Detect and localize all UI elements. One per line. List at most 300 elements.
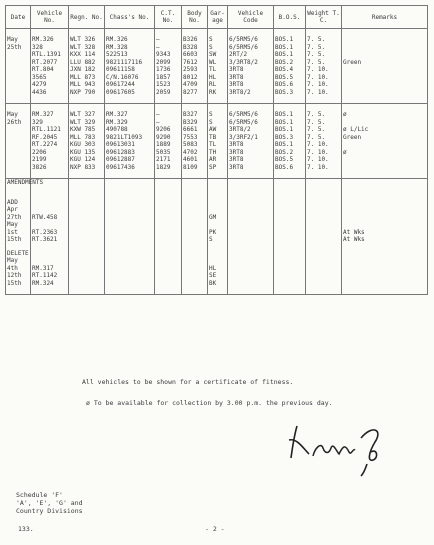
gap-line [343,199,426,207]
amend-weight [307,229,340,237]
cell-bos: BOS.1 [275,43,294,51]
cell-remarks [343,51,426,59]
cell-body: B328 [183,43,198,51]
gap-line [7,187,29,199]
gap-line [229,179,272,187]
cell-chassis: RM.329 [106,118,128,126]
amend-ct [156,265,180,273]
cell-vehicle: RM.327 [32,111,54,118]
cell-regn: MLL 873 [70,73,96,81]
delete-label: DELETE [7,249,29,257]
cell-bos: BOS.1 [275,141,294,148]
cell-bos: BOS.1 [275,36,294,43]
cell-ct: — [156,36,160,43]
gap-line [275,187,304,199]
amend-chassis [106,280,153,288]
gap-line [229,250,272,258]
amend-chassis [106,265,153,273]
cell-regn: JXN 182 [70,66,96,73]
column-body-cell [182,104,208,179]
cell-regn: WLT 326 [70,36,96,43]
vehicle-schedule-table [5,5,428,295]
amend-garage [209,257,226,265]
gap-line [183,187,206,199]
cell-chassis: 09617605 [106,88,135,96]
column-code-cell [228,104,274,179]
cell-bos: BOS.1 [275,126,294,133]
cell-garage: S [209,43,213,51]
date-line: May [7,111,18,118]
gap-line [209,104,226,111]
amend-vehicle [32,257,67,265]
gap-line [307,96,340,103]
amend-ct [156,236,180,244]
gap-line [343,179,426,187]
cell-chassis: 09612887 [106,156,135,163]
cell-code: 3RT8 [229,81,244,88]
amend-bos [275,272,304,280]
cell-chassis: C/N.16076 [106,73,139,81]
gap-line [307,250,340,258]
cell-chassis: 490788 [106,126,128,133]
cell-body: 4702 [183,148,198,156]
amend-body [183,280,206,288]
amend-ct [156,280,180,288]
cell-chassis: RM.326 [106,36,128,43]
cell-regn: KGU 135 [70,148,96,156]
gap-line [183,171,206,178]
amend-bos [275,214,304,222]
amend-regn [70,236,103,244]
cell-code: 3/3RF2/1 [229,133,258,141]
column-remarks-cell [342,29,428,104]
gap-line [183,179,206,187]
gap-line [32,171,67,178]
schedule-line-1: Schedule 'F' [16,491,63,499]
amendments-row [6,179,428,295]
cell-chassis: 9821117116 [106,58,143,66]
amend-remarks [343,257,426,265]
cell-bos: BOS.1 [275,118,294,126]
cell-weight: 7. 10. [307,66,329,73]
amend-bos [275,265,304,273]
column-header: Date [6,6,31,29]
cell-chassis: 09611158 [106,66,135,73]
gap-line [70,104,103,111]
gap-line [32,104,67,111]
column-header: Gar-age [208,6,228,29]
reference-number: 133. [18,525,34,533]
amend-code [229,221,272,229]
column-weight-cell [306,29,342,104]
amend-remarks [343,221,426,229]
amend-column-bos-cell [274,179,306,295]
amend-weight [307,280,340,288]
gap-line [343,96,426,103]
gap-line [209,199,226,207]
gap-line [106,199,153,207]
amend-ct [156,206,180,214]
cell-weight: 7. 5. [307,36,326,43]
gap-line [307,104,340,111]
fitness-note: All vehicles to be shown for a certificate of fitness. [82,378,294,386]
gap-line [183,287,206,294]
amend-ct [156,257,180,265]
cell-weight: 7. 10. [307,141,329,148]
cell-garage: TB [209,133,217,141]
gap-line [32,187,67,199]
amend-remarks [343,272,426,280]
cell-ct: 5035 [156,148,171,156]
amend-code [229,265,272,273]
gap-line [7,29,29,36]
cell-remarks: ø L/Lic [343,126,369,133]
amend-body [183,221,206,229]
amend-date: 15th [7,279,22,287]
cell-garage: SP [209,163,217,171]
gap-line [275,287,304,294]
cell-ct: 2171 [156,156,171,163]
amend-garage: SE [209,272,217,279]
cell-bos: BOS.6 [275,163,294,171]
amend-bos [275,229,304,237]
cell-chassis: RM.327 [106,111,128,118]
cell-code: 6/5RM5/6 [229,111,258,118]
amend-garage: BK [209,279,217,287]
amend-remarks: At Wks [343,236,365,243]
amend-garage: HL [209,264,217,272]
cell-chassis: 09617244 [106,81,135,88]
column-header: C.T. No. [155,6,182,29]
amend-chassis [106,257,153,265]
cell-ct: 9290 [156,133,171,141]
amend-garage: S [209,236,213,243]
cell-vehicle: 4279 [32,81,47,88]
gap-line [307,287,340,294]
column-header: Remarks [342,6,428,29]
column-chassis-cell [105,104,155,179]
cell-chassis: 09617436 [106,163,135,171]
cell-vehicle: RTL.1391 [32,51,61,58]
cell-weight: 7. 10. [307,156,329,163]
amend-body [183,229,206,237]
cell-code: 3RT8 [229,141,244,148]
cell-garage: RK [209,88,217,96]
amend-remarks [343,206,426,214]
cell-body: 4601 [183,156,198,163]
amend-regn [70,257,103,265]
column-body-cell [182,29,208,104]
amend-vehicle: RM.324 [32,279,54,287]
amend-garage: GM [209,213,217,221]
gap-line [32,96,67,103]
column-bos-cell [274,29,306,104]
gap-line [209,287,226,294]
gap-line [307,187,340,199]
cell-bos: BOS.3 [275,88,294,96]
amend-code [229,206,272,214]
amend-code [229,214,272,222]
amend-bos [275,257,304,265]
cell-regn: KGU 124 [70,156,96,163]
gap-line [343,250,426,258]
cell-garage: AR [209,156,217,163]
amend-remarks [343,265,426,273]
amend-column-vehicle-cell [31,179,69,295]
amend-column-regn-cell [69,179,105,295]
cell-remarks: Green [343,133,362,141]
cell-vehicle: RT.804 [32,66,54,73]
gap-line [32,287,67,294]
add-label: ADD [7,198,18,206]
cell-ct: 1857 [156,73,171,81]
cell-regn: MLL 943 [70,81,96,88]
cell-chassis: 522513 [106,51,128,58]
gap-line [275,179,304,187]
gap-line [229,287,272,294]
amend-column-garage-cell [208,179,228,295]
amend-weight [307,257,340,265]
cell-vehicle: RTL.1121 [32,126,61,133]
gap-line [32,199,67,207]
amend-vehicle: RT.1142 [32,272,58,279]
cell-weight: 7. 5. [307,126,326,133]
cell-remarks [343,81,426,89]
cell-regn: KGU 303 [70,141,96,148]
amend-code [229,257,272,265]
column-vehicle-cell [31,29,69,104]
amend-column-weight-cell [306,179,342,295]
gap-line [70,171,103,178]
cell-remarks [343,119,426,127]
amend-weight [307,236,340,244]
gap-line [229,96,272,103]
gap-line [275,250,304,258]
cell-chassis: RM.328 [106,43,128,51]
cell-code: 2RT/2 [229,51,248,58]
cell-body: 5083 [183,141,198,148]
amend-vehicle: RT.3621 [32,236,58,243]
gap-line [156,187,180,199]
column-remarks-cell [342,104,428,179]
page-number: - 2 - [205,525,225,533]
gap-line [209,171,226,178]
amend-remarks [343,280,426,288]
cell-code: 3RT8 [229,163,244,171]
cell-ct: 9343 [156,51,171,58]
cell-code: 3RT8/2 [229,126,251,133]
gap-line [106,287,153,294]
gap-line [209,187,226,199]
amend-regn [70,272,103,280]
cell-ct: 1889 [156,141,171,148]
gap-line [183,199,206,207]
group-date-cell [6,104,31,179]
cell-ct: — [156,43,160,51]
amend-chassis [106,206,153,214]
cell-ct: 2059 [156,88,171,96]
gap-line [229,199,272,207]
gap-line [307,29,340,36]
amend-ct [156,214,180,222]
cell-body: 8277 [183,88,198,96]
amend-vehicle [32,221,67,229]
gap-line [343,171,426,178]
gap-line [70,199,103,207]
cell-garage: RL [209,81,217,88]
amend-date: May [7,221,18,228]
cell-code: 6/5RM5/6 [229,118,258,126]
gap-line [106,187,153,199]
column-header: B.O.S. [274,6,306,29]
cell-weight: 7. 5. [307,133,326,141]
cell-regn: LLU 882 [70,58,96,66]
amend-weight [307,272,340,280]
cell-garage: S [209,36,213,43]
gap-line [275,104,304,111]
cell-weight: 7. 5. [307,58,326,66]
cell-vehicle: 2199 [32,156,47,163]
amend-chassis [106,236,153,244]
cell-vehicle: RT.2077 [32,58,58,66]
cell-code: 3RT8 [229,66,244,73]
cell-remarks: Green [343,58,362,66]
cell-body: B327 [183,111,198,118]
column-code-cell [228,29,274,104]
column-garage-cell [208,104,228,179]
amend-chassis [106,221,153,229]
cell-ct: — [156,118,160,126]
gap-line [70,187,103,199]
cell-vehicle: 2206 [32,148,47,156]
cell-chassis: 09613031 [106,141,135,148]
gap-line [343,29,426,36]
gap-line [7,287,29,294]
schedule-line-3: Country Divisions [16,507,83,515]
amend-ct [156,221,180,229]
cell-regn: MLL 783 [70,133,96,141]
amend-date: 27th [7,213,22,221]
cell-body: B326 [183,36,198,43]
amend-column-chassis-cell [105,179,155,295]
cell-vehicle: RF.2045 [32,133,58,141]
cell-weight: 7. 10. [307,163,329,171]
amend-body [183,206,206,214]
cell-weight: 7. 10. [307,73,329,81]
gap-line [70,29,103,36]
amend-date: 15th [7,236,22,243]
amend-regn [70,214,103,222]
gap-line [156,199,180,207]
cell-code: 3RT8 [229,73,244,81]
amend-code [229,280,272,288]
cell-regn: KXX 114 [70,51,96,58]
table-header-row [6,6,428,29]
gap-line [106,104,153,111]
cell-weight: 7. 10. [307,81,329,88]
column-regn-cell [69,29,105,104]
cell-ct: 2099 [156,58,171,66]
gap-line [209,179,226,187]
cell-vehicle: 328 [32,43,43,51]
amend-garage [209,206,226,214]
column-header: Vehicle Code [228,6,274,29]
cell-body: 7612 [183,58,198,66]
amend-column-ct-cell [155,179,182,295]
cell-remarks: ø [343,111,347,118]
gap-line [70,96,103,103]
cell-remarks: ø [343,148,347,156]
amendments-title: AMENDMENTS [7,179,44,186]
gap-line [32,29,67,36]
amend-column-code-cell [228,179,274,295]
gap-line [275,199,304,207]
date-line: 26th [7,118,22,126]
amend-chassis [106,229,153,237]
cell-regn: WLT 327 [70,111,96,118]
cell-weight: 7. 5. [307,43,326,51]
cell-garage: WL [209,58,217,66]
cell-body: 6661 [183,126,198,133]
cell-vehicle: RM.326 [32,36,54,43]
gap-line [209,96,226,103]
cell-bos: BOS.3 [275,133,294,141]
cell-vehicle: 4436 [32,88,47,96]
cell-ct: — [156,111,160,118]
column-regn-cell [69,104,105,179]
cell-remarks [343,36,426,44]
cell-code: 3RT8/2 [229,88,251,96]
cell-body: 2593 [183,66,198,73]
gap-line [106,96,153,103]
gap-line [106,29,153,36]
cell-code: 3RT8 [229,148,244,156]
gap-line [343,287,426,294]
amend-regn [70,265,103,273]
cell-body: 8012 [183,73,198,81]
cell-vehicle: 3565 [32,73,47,81]
amend-remarks [343,214,426,222]
amend-weight [307,221,340,229]
cell-remarks [343,74,426,82]
cell-ct: 1736 [156,66,171,73]
gap-line [275,171,304,178]
amend-vehicle [32,206,67,214]
amend-code [229,236,272,244]
cell-bos: BOS.6 [275,81,294,88]
gap-line [156,287,180,294]
column-header: Weight T. C. [306,6,342,29]
amend-body [183,265,206,273]
gap-line [156,179,180,187]
gap-line [307,171,340,178]
cell-remarks [343,141,426,149]
column-header: Body No. [182,6,208,29]
cell-ct: 9206 [156,126,171,133]
gap-line [156,104,180,111]
cell-remarks [343,164,426,172]
cell-vehicle: 3826 [32,163,47,171]
gap-line [106,171,153,178]
amend-ct [156,272,180,280]
schedule-line-2: 'A', 'E', 'G' and [16,499,83,507]
cell-weight: 7. 5. [307,51,326,58]
date-line: 25th [7,43,22,51]
cell-body: 6603 [183,51,198,58]
cell-garage: AW [209,126,217,133]
amend-bos [275,221,304,229]
amend-bos [275,236,304,244]
